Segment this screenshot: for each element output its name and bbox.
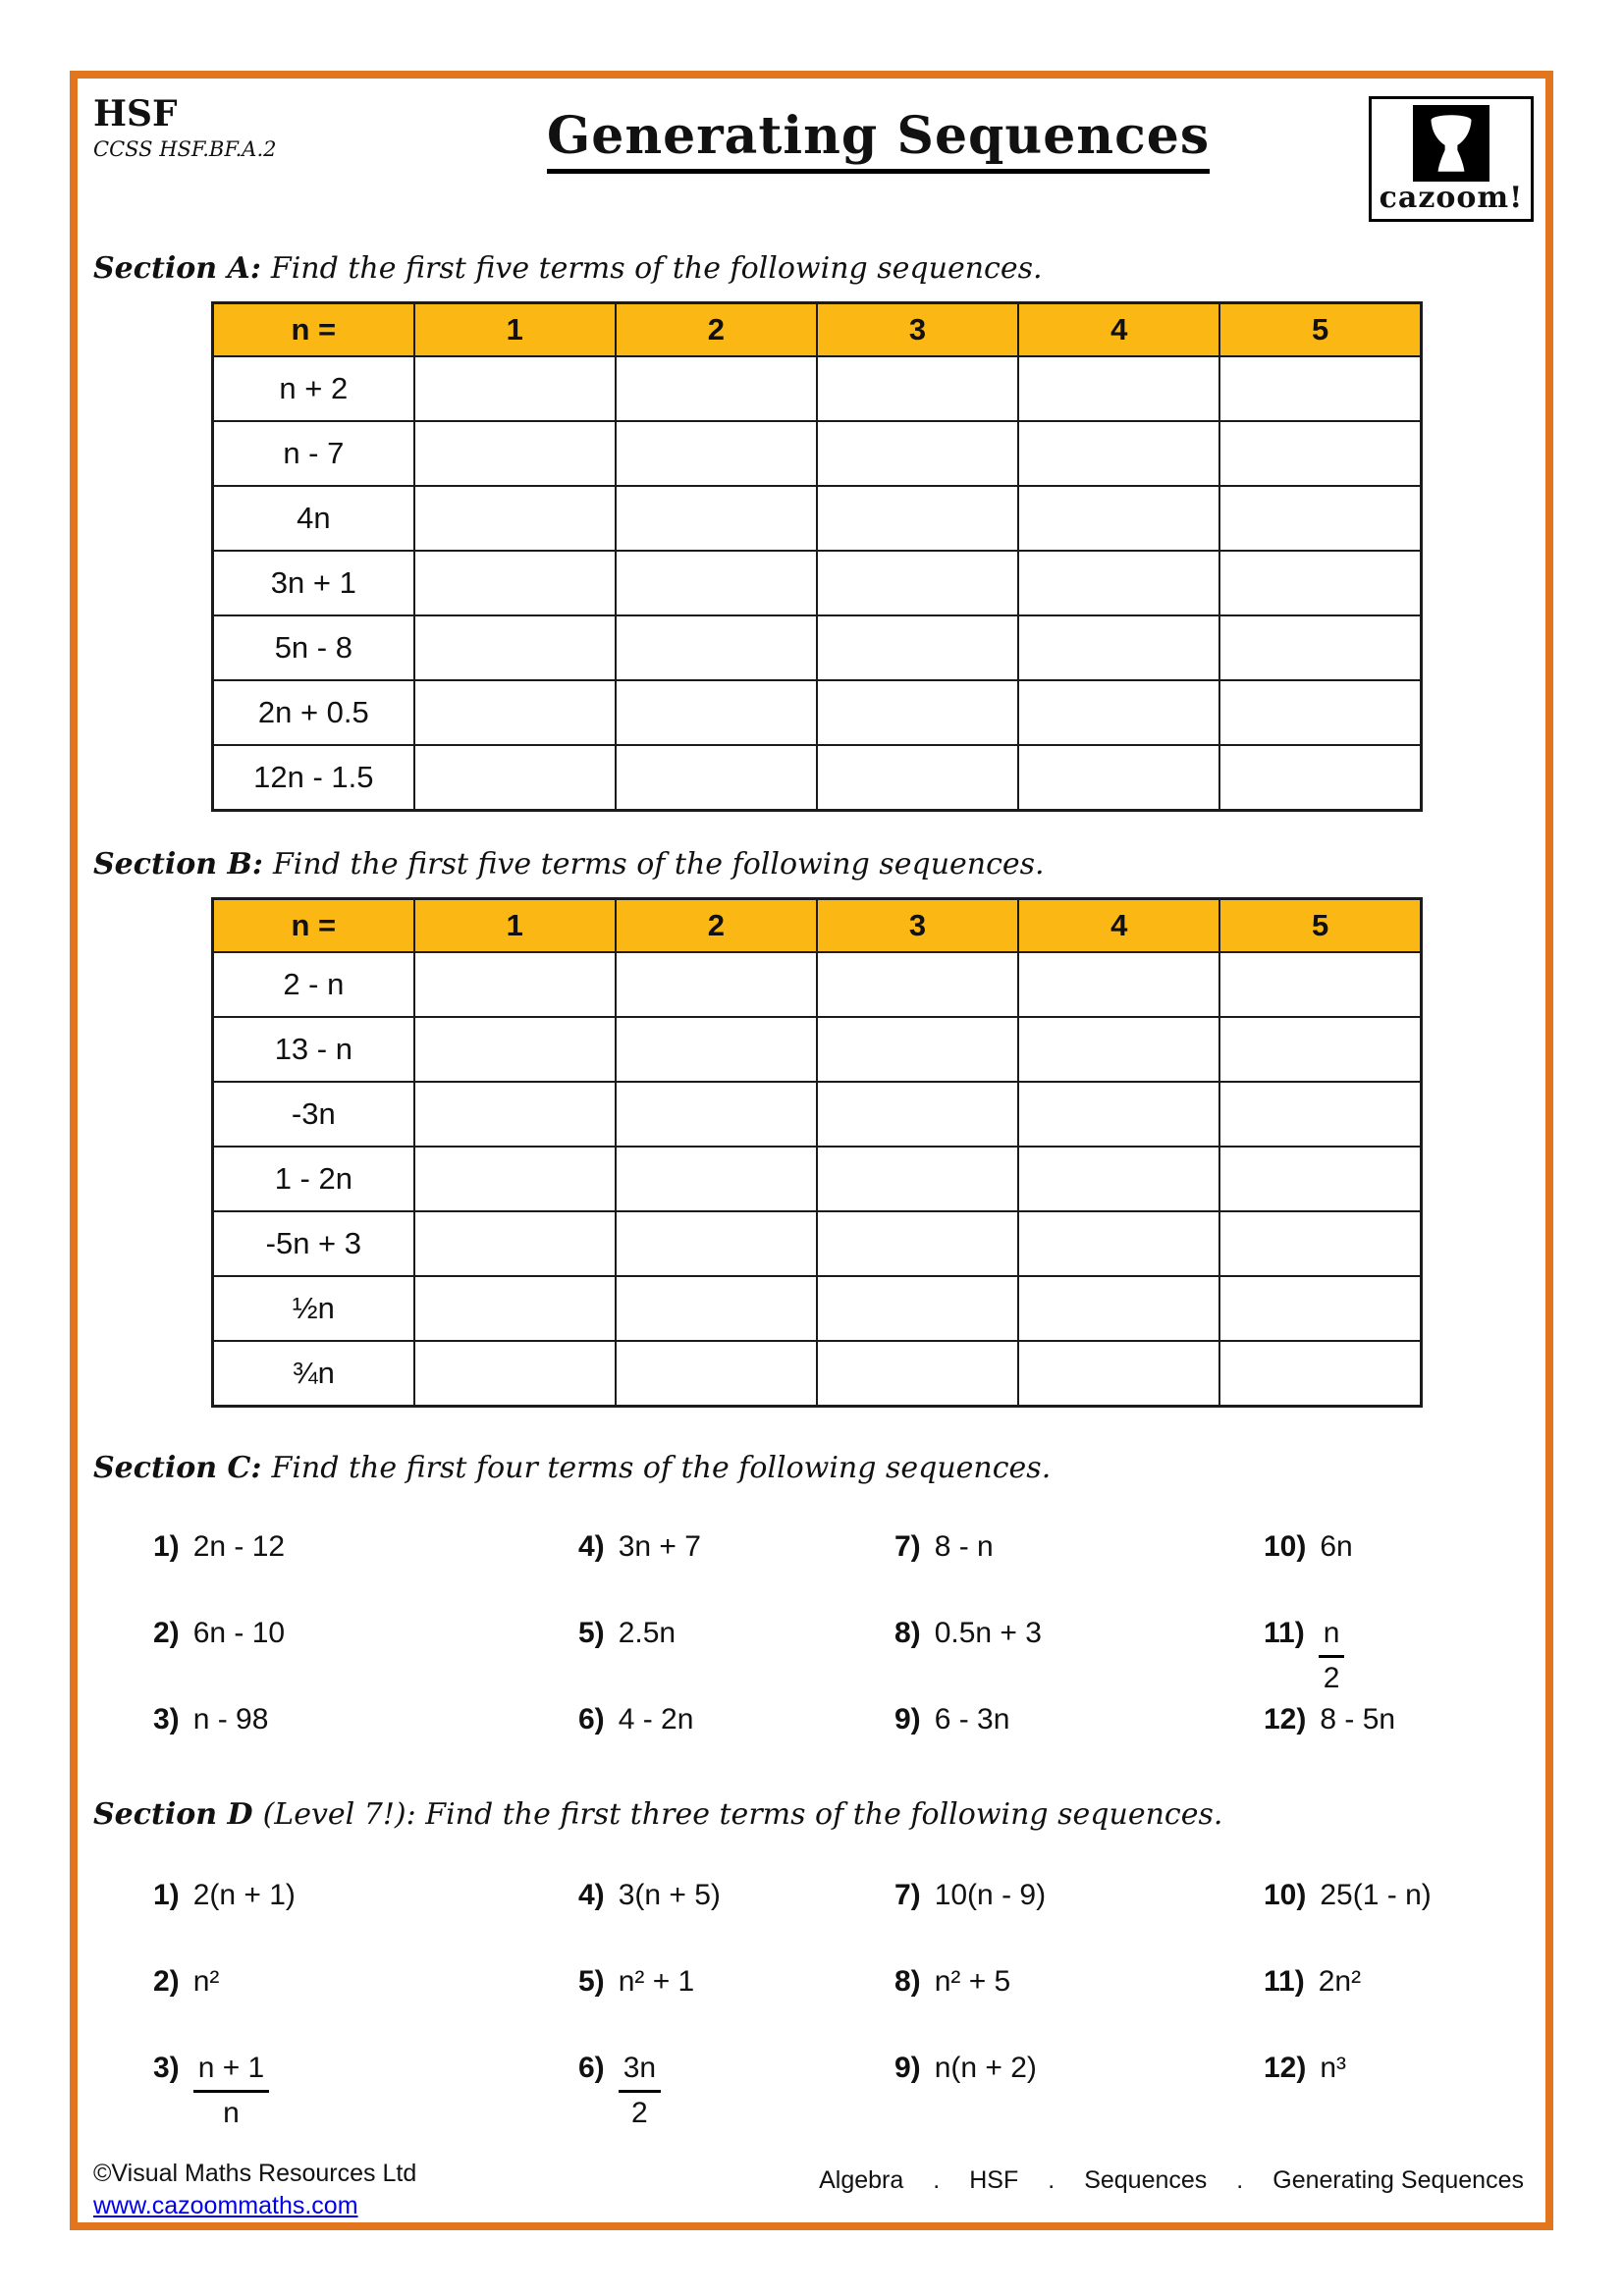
answer-cell bbox=[1018, 1276, 1219, 1341]
section-b-heading bbox=[93, 847, 1545, 881]
section-d-instruction: (Level 7!): Find the first three terms of the following sequences. bbox=[262, 1797, 1223, 1832]
item-number: 5) bbox=[578, 1965, 605, 1998]
header-cell: 5 bbox=[1219, 899, 1421, 953]
answer-cell bbox=[414, 952, 616, 1017]
answer-cell bbox=[1219, 1147, 1421, 1211]
item-expression: 10(n - 9) bbox=[934, 1879, 1047, 1911]
exercise-item bbox=[578, 1879, 894, 1965]
item-number: 11) bbox=[1264, 1617, 1305, 1649]
answer-cell bbox=[1219, 615, 1421, 680]
answer-cell bbox=[1219, 486, 1421, 551]
item-number: 8) bbox=[894, 1965, 921, 1998]
answer-cell bbox=[1219, 745, 1421, 811]
item-expression: 8 - n bbox=[934, 1530, 994, 1563]
expression-cell: -5n + 3 bbox=[213, 1211, 414, 1276]
item-expression: 2.5n bbox=[618, 1617, 677, 1649]
item-expression: 2(n + 1) bbox=[192, 1879, 296, 1911]
item-number: 6) bbox=[578, 1703, 605, 1735]
exercise-item bbox=[1264, 2052, 1545, 2138]
section-b-label: Section B: bbox=[93, 847, 263, 881]
page-footer bbox=[93, 2160, 1524, 2220]
page-header bbox=[78, 79, 1545, 222]
answer-cell bbox=[1219, 551, 1421, 615]
item-expression: n(n + 2) bbox=[934, 2052, 1037, 2084]
answer-cell bbox=[1018, 1211, 1219, 1276]
answer-cell bbox=[414, 1341, 616, 1407]
item-expression: 4 - 2n bbox=[618, 1703, 694, 1735]
exercise-item bbox=[1264, 1617, 1545, 1703]
answer-cell bbox=[414, 1147, 616, 1211]
answer-cell bbox=[1219, 1276, 1421, 1341]
answer-cell bbox=[1018, 1082, 1219, 1147]
answer-cell bbox=[1018, 952, 1219, 1017]
answer-cell bbox=[414, 486, 616, 551]
item-expression: 2n² bbox=[1318, 1965, 1362, 1998]
item-expression: 2n - 12 bbox=[192, 1530, 286, 1563]
item-number: 9) bbox=[894, 1703, 921, 1735]
item-expression: 3(n + 5) bbox=[618, 1879, 721, 1911]
section-c-heading bbox=[93, 1451, 1545, 1485]
answer-cell bbox=[817, 615, 1018, 680]
answer-cell bbox=[817, 421, 1018, 486]
item-expression: 6n - 10 bbox=[192, 1617, 286, 1649]
fraction-denominator: n bbox=[223, 2097, 240, 2129]
header-cell: 4 bbox=[1018, 899, 1219, 953]
item-number: 3) bbox=[153, 2052, 180, 2084]
section-d-label: Section D bbox=[93, 1797, 253, 1832]
answer-cell bbox=[616, 680, 817, 745]
exercise-item bbox=[894, 1530, 1264, 1617]
answer-cell bbox=[817, 952, 1018, 1017]
table-row bbox=[213, 1211, 1422, 1276]
exercise-item bbox=[1264, 1879, 1545, 1965]
exercise-item bbox=[153, 1703, 578, 1789]
expression-cell: 4n bbox=[213, 486, 414, 551]
item-expression: n³ bbox=[1320, 2052, 1347, 2084]
answer-cell bbox=[616, 952, 817, 1017]
exercise-item bbox=[578, 1703, 894, 1789]
answer-cell bbox=[616, 421, 817, 486]
exercise-item bbox=[578, 1617, 894, 1703]
table-row bbox=[213, 680, 1422, 745]
answer-cell bbox=[616, 1341, 817, 1407]
section-d-heading bbox=[93, 1797, 1545, 1832]
item-expression: n² + 1 bbox=[618, 1965, 695, 1998]
answer-cell bbox=[414, 1017, 616, 1082]
answer-cell bbox=[414, 745, 616, 811]
answer-cell bbox=[1219, 1082, 1421, 1147]
exercise-item bbox=[894, 1879, 1264, 1965]
answer-cell bbox=[1018, 1341, 1219, 1407]
answer-cell bbox=[817, 1147, 1018, 1211]
answer-cell bbox=[414, 1082, 616, 1147]
item-number: 12) bbox=[1264, 1703, 1307, 1735]
section-c-instruction: Find the first four terms of the following sequences. bbox=[271, 1451, 1052, 1485]
breadcrumb-item: Generating Sequences bbox=[1272, 2166, 1524, 2194]
answer-cell bbox=[817, 356, 1018, 421]
answer-cell bbox=[817, 486, 1018, 551]
item-number: 2) bbox=[153, 1617, 180, 1649]
answer-cell bbox=[817, 1341, 1018, 1407]
item-expression: n² bbox=[192, 1965, 220, 1998]
page-frame bbox=[70, 71, 1553, 2230]
section-a-instruction: Find the first five terms of the following sequences. bbox=[270, 251, 1043, 286]
answer-cell bbox=[1018, 486, 1219, 551]
logo-drum-icon bbox=[1413, 105, 1489, 182]
answer-cell bbox=[414, 356, 616, 421]
answer-cell bbox=[1018, 615, 1219, 680]
item-expression: 6 - 3n bbox=[934, 1703, 1010, 1735]
answer-cell bbox=[616, 1211, 817, 1276]
item-number: 10) bbox=[1264, 1530, 1307, 1563]
answer-cell bbox=[616, 486, 817, 551]
header-left bbox=[93, 93, 388, 161]
logo-text: cazoom! bbox=[1379, 181, 1524, 215]
answer-cell bbox=[616, 1017, 817, 1082]
exercise-item bbox=[894, 1703, 1264, 1789]
answer-cell bbox=[1018, 421, 1219, 486]
table-header-row bbox=[213, 303, 1422, 357]
expression-cell: 3n + 1 bbox=[213, 551, 414, 615]
answer-cell bbox=[414, 1276, 616, 1341]
fraction bbox=[1319, 1617, 1345, 1695]
section-d-items bbox=[153, 1879, 1545, 2138]
section-c-label: Section C: bbox=[93, 1451, 262, 1485]
breadcrumb-separator: . bbox=[1236, 2166, 1244, 2194]
expression-cell: ¾n bbox=[213, 1341, 414, 1407]
item-number: 12) bbox=[1264, 2052, 1307, 2084]
table-row bbox=[213, 356, 1422, 421]
exercise-item bbox=[578, 1965, 894, 2052]
fraction-denominator: 2 bbox=[1323, 1662, 1340, 1694]
fraction-numerator: n + 1 bbox=[193, 2052, 270, 2093]
answer-cell bbox=[817, 1017, 1018, 1082]
table-row bbox=[213, 952, 1422, 1017]
exercise-item bbox=[153, 2052, 578, 2138]
answer-cell bbox=[414, 680, 616, 745]
header-cell: n = bbox=[213, 303, 414, 357]
header-cell: 3 bbox=[817, 303, 1018, 357]
breadcrumb bbox=[819, 2166, 1524, 2220]
expression-cell: n + 2 bbox=[213, 356, 414, 421]
item-expression: 8 - 5n bbox=[1320, 1703, 1396, 1735]
section-b-instruction: Find the first five terms of the following sequences. bbox=[272, 847, 1045, 881]
item-number: 1) bbox=[153, 1879, 180, 1911]
table-row bbox=[213, 1276, 1422, 1341]
expression-cell: 12n - 1.5 bbox=[213, 745, 414, 811]
answer-cell bbox=[616, 615, 817, 680]
answer-cell bbox=[414, 615, 616, 680]
fraction bbox=[193, 2052, 270, 2130]
expression-cell: ½n bbox=[213, 1276, 414, 1341]
item-expression: 6n bbox=[1320, 1530, 1353, 1563]
section-a-table bbox=[211, 301, 1423, 812]
answer-cell bbox=[817, 1082, 1018, 1147]
item-number: 7) bbox=[894, 1879, 921, 1911]
header-cell: 1 bbox=[414, 899, 616, 953]
answer-cell bbox=[414, 421, 616, 486]
answer-cell bbox=[1018, 551, 1219, 615]
answer-cell bbox=[1219, 356, 1421, 421]
table-row bbox=[213, 421, 1422, 486]
table-header-row bbox=[213, 899, 1422, 953]
answer-cell bbox=[616, 1147, 817, 1211]
item-number: 7) bbox=[894, 1530, 921, 1563]
exercise-item bbox=[153, 1879, 578, 1965]
item-expression: 0.5n + 3 bbox=[934, 1617, 1042, 1649]
answer-cell bbox=[1219, 952, 1421, 1017]
item-number: 2) bbox=[153, 1965, 180, 1998]
answer-cell bbox=[616, 551, 817, 615]
answer-cell bbox=[1018, 356, 1219, 421]
answer-cell bbox=[1219, 1017, 1421, 1082]
answer-cell bbox=[1219, 1341, 1421, 1407]
cazoom-logo bbox=[1369, 96, 1534, 222]
section-b-table bbox=[211, 897, 1423, 1408]
answer-cell bbox=[1219, 1211, 1421, 1276]
breadcrumb-item: Algebra bbox=[819, 2166, 904, 2194]
breadcrumb-separator: . bbox=[933, 2166, 941, 2194]
answer-cell bbox=[1018, 1147, 1219, 1211]
fraction-numerator: 3n bbox=[619, 2052, 661, 2093]
table-row bbox=[213, 1341, 1422, 1407]
table-row bbox=[213, 486, 1422, 551]
answer-cell bbox=[1018, 680, 1219, 745]
header-cell: 4 bbox=[1018, 303, 1219, 357]
answer-cell bbox=[817, 745, 1018, 811]
header-cell: n = bbox=[213, 899, 414, 953]
header-cell: 2 bbox=[616, 303, 817, 357]
expression-cell: -3n bbox=[213, 1082, 414, 1147]
table-row bbox=[213, 615, 1422, 680]
header-cell: 1 bbox=[414, 303, 616, 357]
exercise-item bbox=[153, 1617, 578, 1703]
item-expression: 25(1 - n) bbox=[1320, 1879, 1432, 1911]
answer-cell bbox=[414, 1211, 616, 1276]
breadcrumb-item: HSF bbox=[969, 2166, 1019, 2194]
item-number: 11) bbox=[1264, 1965, 1305, 1998]
curriculum-standard: CCSS HSF.BF.A.2 bbox=[93, 136, 277, 161]
fraction-denominator: 2 bbox=[631, 2097, 648, 2129]
fraction-numerator: n bbox=[1319, 1617, 1345, 1658]
table-row bbox=[213, 1147, 1422, 1211]
item-number: 4) bbox=[578, 1530, 605, 1563]
header-cell: 5 bbox=[1219, 303, 1421, 357]
table-row bbox=[213, 1017, 1422, 1082]
section-c-items bbox=[153, 1530, 1545, 1789]
answer-cell bbox=[414, 551, 616, 615]
answer-cell bbox=[817, 1211, 1018, 1276]
header-cell: 2 bbox=[616, 899, 817, 953]
item-number: 3) bbox=[153, 1703, 180, 1735]
exercise-item bbox=[153, 1530, 578, 1617]
answer-cell bbox=[817, 1276, 1018, 1341]
exercise-item bbox=[578, 1530, 894, 1617]
item-number: 4) bbox=[578, 1879, 605, 1911]
exercise-item bbox=[578, 2052, 894, 2138]
breadcrumb-separator: . bbox=[1048, 2166, 1056, 2194]
expression-cell: 13 - n bbox=[213, 1017, 414, 1082]
answer-cell bbox=[616, 1276, 817, 1341]
item-number: 8) bbox=[894, 1617, 921, 1649]
footer-link[interactable]: www.cazoommaths.com bbox=[93, 2192, 358, 2219]
table-row bbox=[213, 551, 1422, 615]
exercise-item bbox=[894, 1617, 1264, 1703]
answer-cell bbox=[1219, 680, 1421, 745]
page-title: Generating Sequences bbox=[547, 106, 1210, 174]
answer-cell bbox=[616, 745, 817, 811]
footer-left bbox=[93, 2160, 416, 2220]
answer-cell bbox=[1018, 1017, 1219, 1082]
table-row bbox=[213, 745, 1422, 811]
exercise-item bbox=[1264, 1703, 1545, 1789]
item-expression: n² + 5 bbox=[934, 1965, 1011, 1998]
item-number: 10) bbox=[1264, 1879, 1307, 1911]
expression-cell: n - 7 bbox=[213, 421, 414, 486]
header-cell: 3 bbox=[817, 899, 1018, 953]
answer-cell bbox=[817, 551, 1018, 615]
expression-cell: 5n - 8 bbox=[213, 615, 414, 680]
answer-cell bbox=[1018, 745, 1219, 811]
fraction bbox=[619, 2052, 661, 2130]
expression-cell: 1 - 2n bbox=[213, 1147, 414, 1211]
exercise-item bbox=[1264, 1965, 1545, 2052]
exercise-item bbox=[894, 2052, 1264, 2138]
breadcrumb-item: Sequences bbox=[1084, 2166, 1208, 2194]
item-expression: 3n + 7 bbox=[618, 1530, 701, 1563]
answer-cell bbox=[1219, 421, 1421, 486]
answer-cell bbox=[817, 680, 1018, 745]
expression-cell: 2n + 0.5 bbox=[213, 680, 414, 745]
exercise-item bbox=[894, 1965, 1264, 2052]
exercise-item bbox=[1264, 1530, 1545, 1617]
curriculum-code: HSF bbox=[93, 93, 178, 134]
item-number: 9) bbox=[894, 2052, 921, 2084]
answer-cell bbox=[616, 356, 817, 421]
section-a-label: Section A: bbox=[93, 251, 261, 286]
item-expression: n - 98 bbox=[192, 1703, 269, 1735]
exercise-item bbox=[153, 1965, 578, 2052]
section-a-heading bbox=[93, 251, 1545, 286]
footer-copyright: ©Visual Maths Resources Ltd bbox=[93, 2160, 417, 2187]
item-number: 6) bbox=[578, 2052, 605, 2084]
table-row bbox=[213, 1082, 1422, 1147]
answer-cell bbox=[616, 1082, 817, 1147]
expression-cell: 2 - n bbox=[213, 952, 414, 1017]
item-number: 1) bbox=[153, 1530, 180, 1563]
item-number: 5) bbox=[578, 1617, 605, 1649]
